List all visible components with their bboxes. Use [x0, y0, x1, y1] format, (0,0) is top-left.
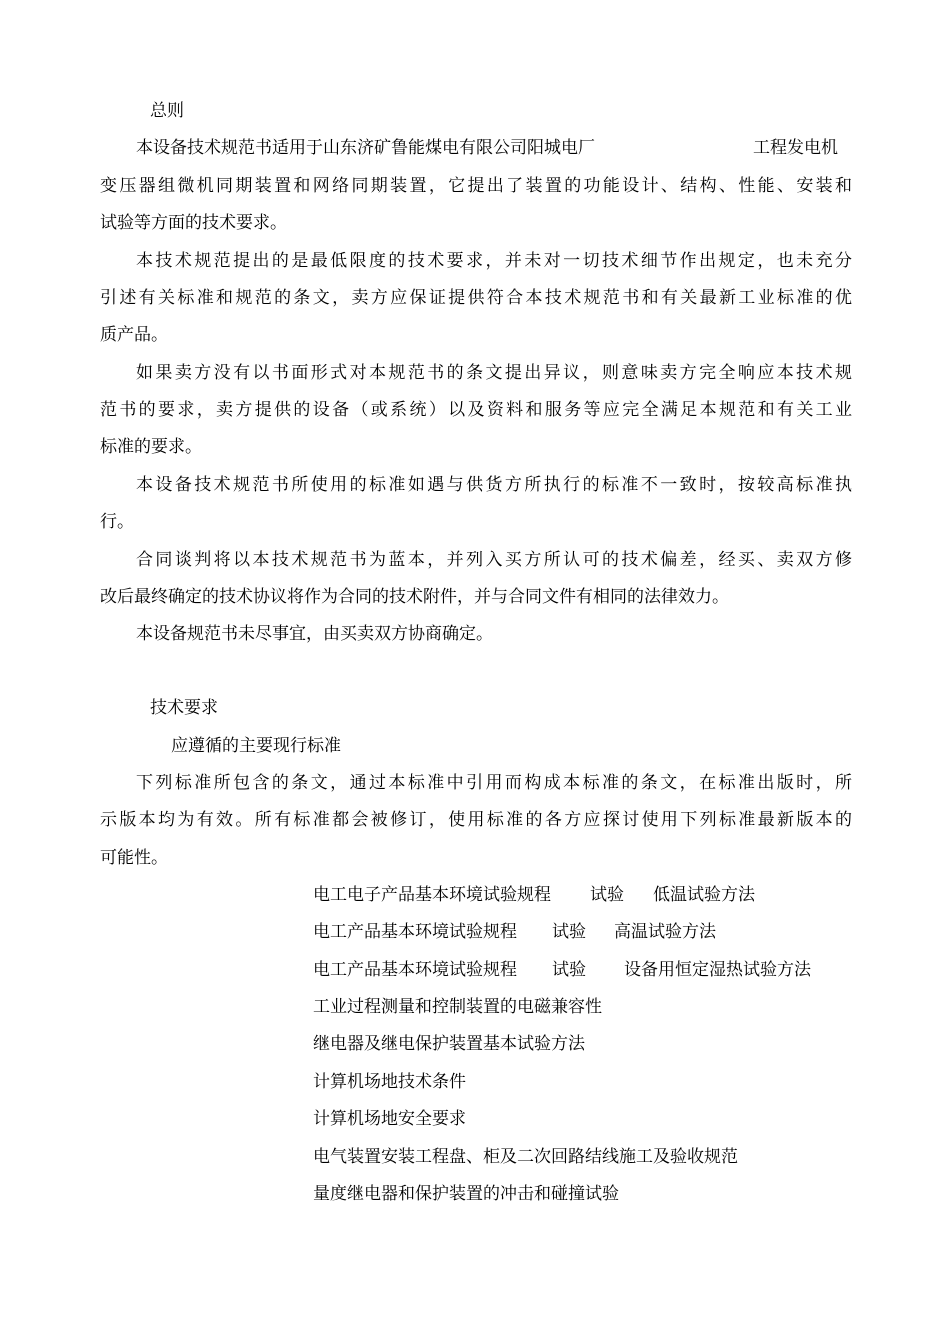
standard-item: 电工电子产品基本环境试验规程: [313, 885, 551, 905]
paragraph-line: 变压器组微机同期装置和网络同期装置，它提出了装置的功能设计、结构、性能、安装和: [100, 176, 852, 196]
standard-item-part: 试验: [552, 922, 586, 942]
paragraph-line: 改后最终确定的技术协议将作为合同的技术附件，并与合同文件有相同的法律效力。: [100, 587, 729, 607]
paragraph-line: 行。: [100, 512, 134, 532]
paragraph-line-fragment: 工程发电机: [753, 138, 838, 158]
paragraph-line: 本技术规范提出的是最低限度的技术要求，并未对一切技术细节作出规定，也未充分: [136, 251, 852, 271]
section-heading-general: 总则: [150, 101, 184, 121]
standard-item-part: 低温试验方法: [653, 885, 755, 905]
standard-item: 电工产品基本环境试验规程: [313, 922, 517, 942]
paragraph-line: 可能性。: [100, 848, 168, 868]
section-heading-technical: 技术要求: [150, 698, 218, 718]
standard-item: 继电器及继电保护装置基本试验方法: [313, 1034, 585, 1054]
paragraph-line: 下列标准所包含的条文，通过本标准中引用而构成本标准的条文，在标准出版时，所: [136, 773, 852, 793]
paragraph-line: 范书的要求，卖方提供的设备（或系统）以及资料和服务等应完全满足本规范和有关工业: [100, 400, 852, 420]
paragraph-line: 合同谈判将以本技术规范书为蓝本，并列入买方所认可的技术偏差，经买、卖双方修: [136, 550, 852, 570]
paragraph-line: 引述有关标准和规范的条文，卖方应保证提供符合本技术规范书和有关最新工业标准的优: [100, 288, 852, 308]
standard-item: 量度继电器和保护装置的冲击和碰撞试验: [313, 1184, 619, 1204]
paragraph-line: 示版本均为有效。所有标准都会被修订，使用标准的各方应探讨使用下列标准最新版本的: [100, 810, 852, 830]
standard-item-part: 设备用恒定湿热试验方法: [624, 960, 811, 980]
paragraph-line: 质产品。: [100, 325, 168, 345]
standard-item: 电气装置安装工程盘、柜及二次回路结线施工及验收规范: [313, 1147, 738, 1167]
standard-item: 工业过程测量和控制装置的电磁兼容性: [313, 997, 602, 1017]
paragraph-line: 试验等方面的技术要求。: [100, 213, 287, 233]
paragraph-line: 标准的要求。: [100, 437, 202, 457]
paragraph-line: 本设备技术规范书适用于山东济矿鲁能煤电有限公司阳城电厂: [136, 138, 595, 158]
subsection-heading: 应遵循的主要现行标准: [171, 736, 341, 756]
standard-item: 计算机场地技术条件: [313, 1072, 466, 1092]
paragraph-line: 本设备规范书未尽事宜，由买卖双方协商确定。: [136, 624, 493, 644]
paragraph-line: 如果卖方没有以书面形式对本规范书的条文提出异议，则意味卖方完全响应本技术规: [136, 363, 852, 383]
paragraph-line: 本设备技术规范书所使用的标准如遇与供货方所执行的标准不一致时，按较高标准执: [136, 475, 852, 495]
standard-item-part: 试验: [590, 885, 624, 905]
standard-item-part: 高温试验方法: [614, 922, 716, 942]
standard-item-part: 试验: [552, 960, 586, 980]
standard-item: 电工产品基本环境试验规程: [313, 960, 517, 980]
standard-item: 计算机场地安全要求: [313, 1109, 466, 1129]
